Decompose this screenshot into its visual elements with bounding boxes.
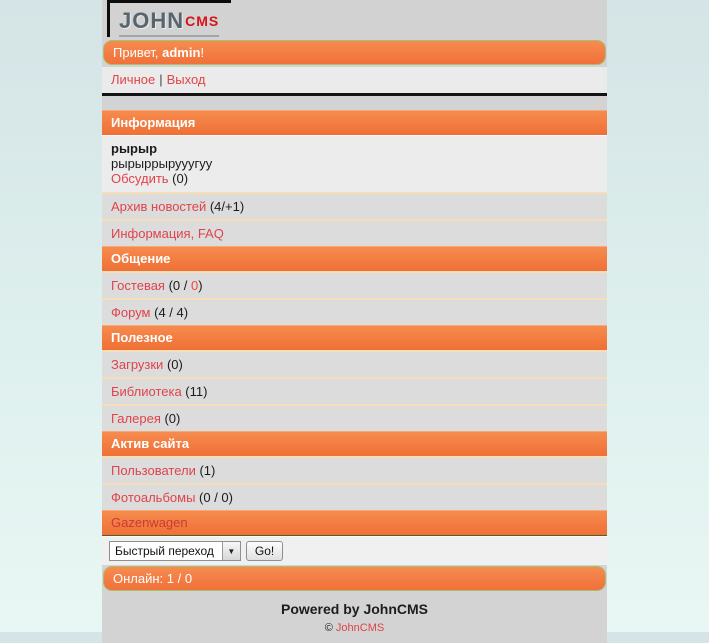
- news-box: [102, 135, 607, 192]
- gazenwagen-link[interactable]: Gazenwagen: [111, 515, 188, 530]
- discuss-count: (0): [168, 171, 189, 186]
- powered-by-text: Powered by JohnCMS: [280, 601, 429, 617]
- logo-underline: [119, 35, 219, 37]
- forum-count: (4 / 4): [150, 305, 189, 320]
- news-archive-count: (4/+1): [206, 199, 245, 214]
- section-header-site-activity: Актив сайта: [102, 431, 607, 456]
- section-header-information: Информация: [102, 110, 607, 135]
- gazenwagen-bar: [102, 510, 607, 536]
- section-header-communication: Общение: [102, 246, 607, 271]
- quick-jump-selected-value: Быстрый переход: [115, 544, 214, 558]
- copyright-symbol: ©: [324, 622, 333, 634]
- online-counter-bar: Онлайн: 1 / 0: [103, 566, 606, 591]
- chevron-down-icon[interactable]: ▼: [222, 542, 240, 560]
- logo-text-cms: CMS: [185, 13, 220, 29]
- forum-link[interactable]: Форум: [111, 305, 151, 320]
- nav-separator: |: [159, 72, 163, 87]
- personal-link[interactable]: Личное: [111, 72, 156, 87]
- header-spacer: [102, 96, 607, 110]
- menu-item-gallery: [102, 404, 607, 431]
- gallery-count: (0): [160, 411, 181, 426]
- quick-jump-form: [102, 536, 607, 565]
- news-archive-link[interactable]: Архив новостей: [111, 199, 207, 214]
- menu-item-downloads: [102, 350, 607, 377]
- menu-item-photo-albums: [102, 483, 607, 510]
- greeting-username: admin: [162, 45, 201, 60]
- news-body: рырыррырууугуу: [111, 156, 213, 171]
- photo-albums-link[interactable]: Фотоальбомы: [111, 490, 196, 505]
- logout-link[interactable]: Выход: [166, 72, 206, 87]
- johncms-copyright-link[interactable]: JohnCMS: [335, 622, 385, 634]
- news-title: рырыр: [111, 141, 158, 156]
- guestbook-link[interactable]: Гостевая: [111, 278, 165, 293]
- greeting-bar: [103, 40, 606, 65]
- menu-item-users: [102, 456, 607, 483]
- main-container: [102, 0, 607, 643]
- users-count: (1): [195, 463, 216, 478]
- discuss-link[interactable]: Обсудить: [111, 171, 169, 186]
- news-discuss: [111, 171, 598, 186]
- library-link[interactable]: Библиотека: [111, 384, 182, 399]
- library-count: (11): [181, 384, 208, 399]
- guestbook-count: (0 / 0): [164, 278, 203, 293]
- quick-jump-select[interactable]: [109, 541, 241, 561]
- menu-item-forum: [102, 298, 607, 325]
- johncms-logo: [107, 0, 231, 37]
- downloads-count: (0): [163, 357, 183, 372]
- menu-item-news-archive: [102, 192, 607, 219]
- greeting-suffix: !: [200, 45, 205, 60]
- section-header-useful: Полезное: [102, 325, 607, 350]
- user-nav: [102, 67, 607, 96]
- logo-text-john: JOHN: [119, 8, 185, 33]
- photo-albums-count: (0 / 0): [195, 490, 233, 505]
- site-header: [102, 0, 607, 39]
- menu-item-library: [102, 377, 607, 404]
- menu-item-guestbook: [102, 271, 607, 298]
- gallery-link[interactable]: Галерея: [111, 411, 161, 426]
- downloads-link[interactable]: Загрузки: [111, 357, 164, 372]
- faq-link[interactable]: Информация, FAQ: [111, 226, 224, 241]
- greeting-prefix: Привет,: [113, 45, 163, 60]
- go-button[interactable]: Go!: [246, 541, 283, 561]
- menu-item-faq: [102, 219, 607, 246]
- users-link[interactable]: Пользователи: [111, 463, 196, 478]
